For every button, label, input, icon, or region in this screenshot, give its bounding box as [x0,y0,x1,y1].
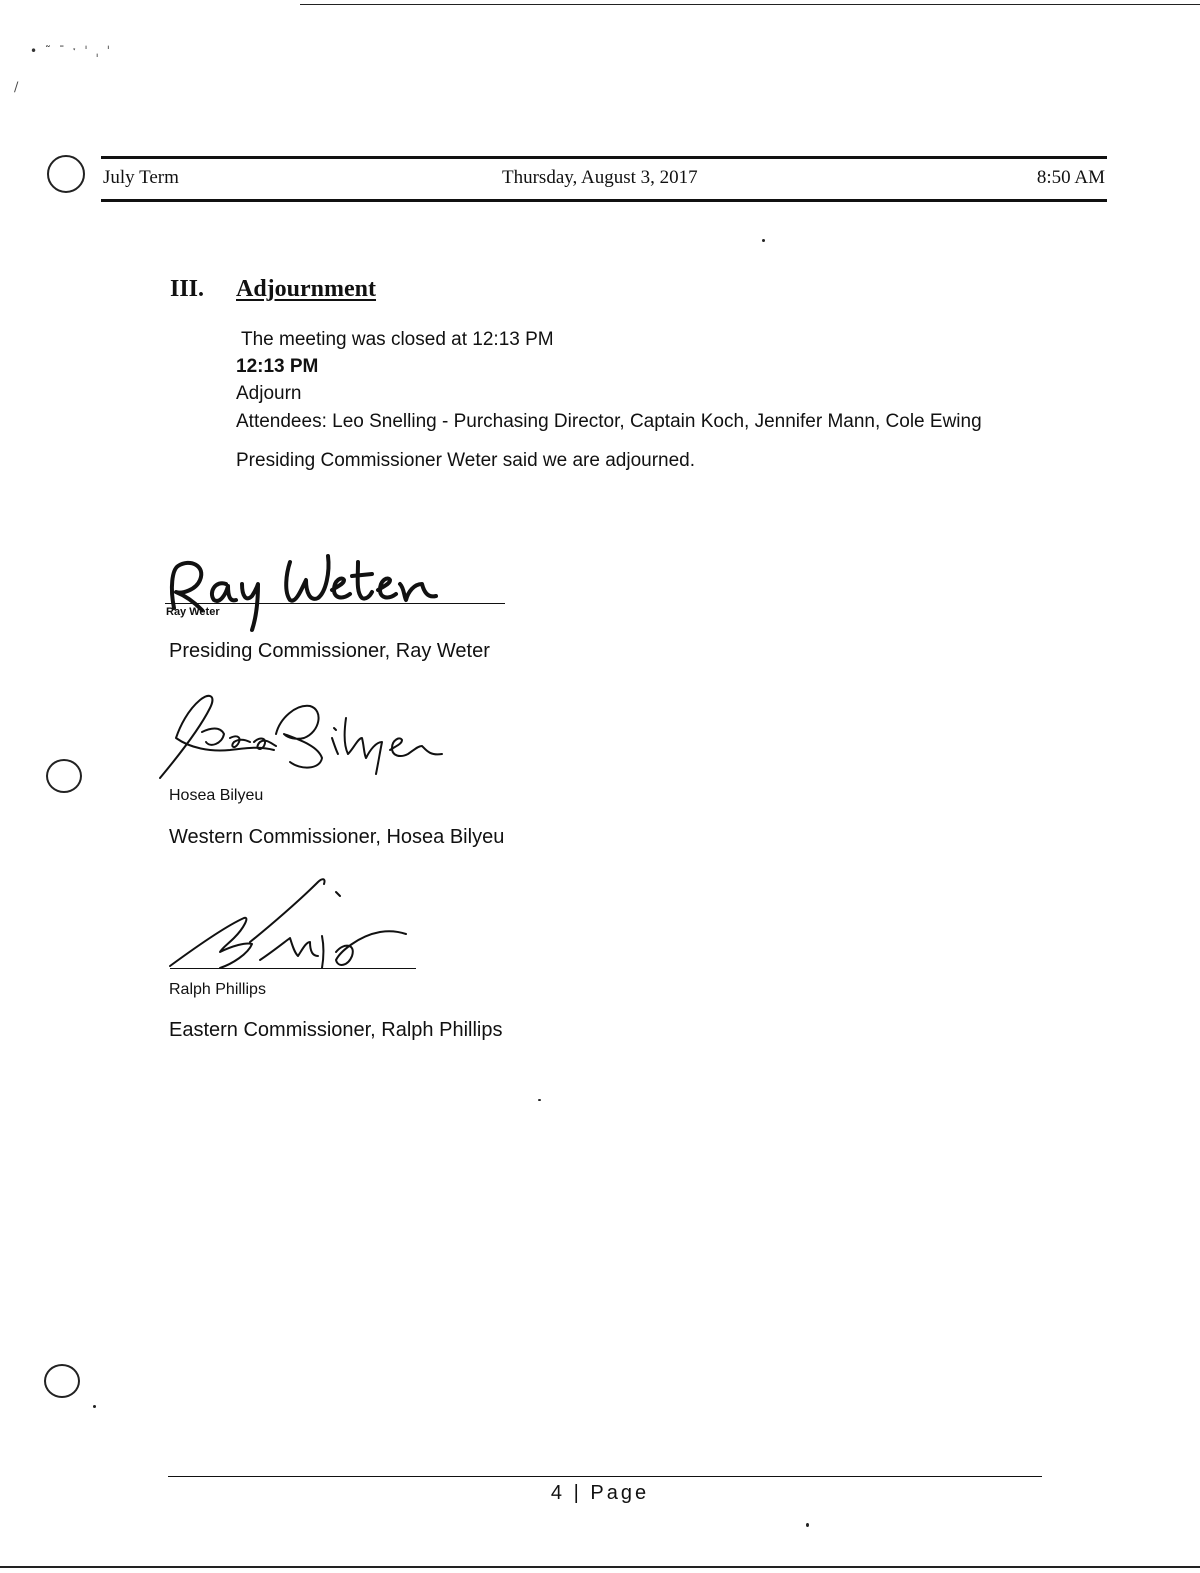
section-number: III. [170,276,205,302]
binder-hole-icon [47,155,85,193]
page-number: 4 | Page [550,1482,650,1504]
meeting-closed-text: The meeting was closed at 12:13 PM [241,329,554,350]
header-date: Thursday, August 3, 2017 [502,167,698,188]
section-title: Adjournment [236,276,377,302]
scan-mark: / [14,80,19,95]
ralph-phillips-signature [160,872,420,982]
signature-caption: Ralph Phillips [169,981,266,998]
signature-caption: Ray Weter [166,606,220,618]
document-header [101,156,1107,202]
header-time: 8:50 AM [1036,167,1105,188]
signatory-title: Eastern Commissioner, Ralph Phillips [169,1019,503,1041]
hosea-bilyeu-signature [150,688,450,788]
scan-top-rule [300,4,1200,5]
footer-rule [168,1476,1042,1477]
adjourn-time: 12:13 PM [236,356,319,377]
adjourned-statement: Presiding Commissioner Weter said we are adjourned. [236,450,696,471]
header-term: July Term [103,167,179,188]
signatory-title: Western Commissioner, Hosea Bilyeu [169,826,505,848]
scan-speck [93,1405,96,1408]
binder-hole-icon [46,759,82,793]
adjourn-label: Adjourn [236,383,302,404]
signature-caption: Hosea Bilyeu [169,787,264,804]
scan-speck [806,1523,809,1527]
scan-smudge: • ˜ ˉ ˑ ˈ ˌ ˈ [30,44,112,58]
signature-line [170,968,416,969]
signature-line [165,603,505,604]
scan-speck [762,239,765,242]
scan-speck [538,1099,541,1101]
ray-weter-signature [160,540,450,635]
signatory-title: Presiding Commissioner, Ray Weter [169,640,490,662]
scan-bottom-rule [0,1566,1200,1568]
attendees-text: Attendees: Leo Snelling - Purchasing Director, Captain Koch, Jennifer Mann, Cole Ewing [236,411,982,432]
binder-hole-icon [44,1364,80,1398]
